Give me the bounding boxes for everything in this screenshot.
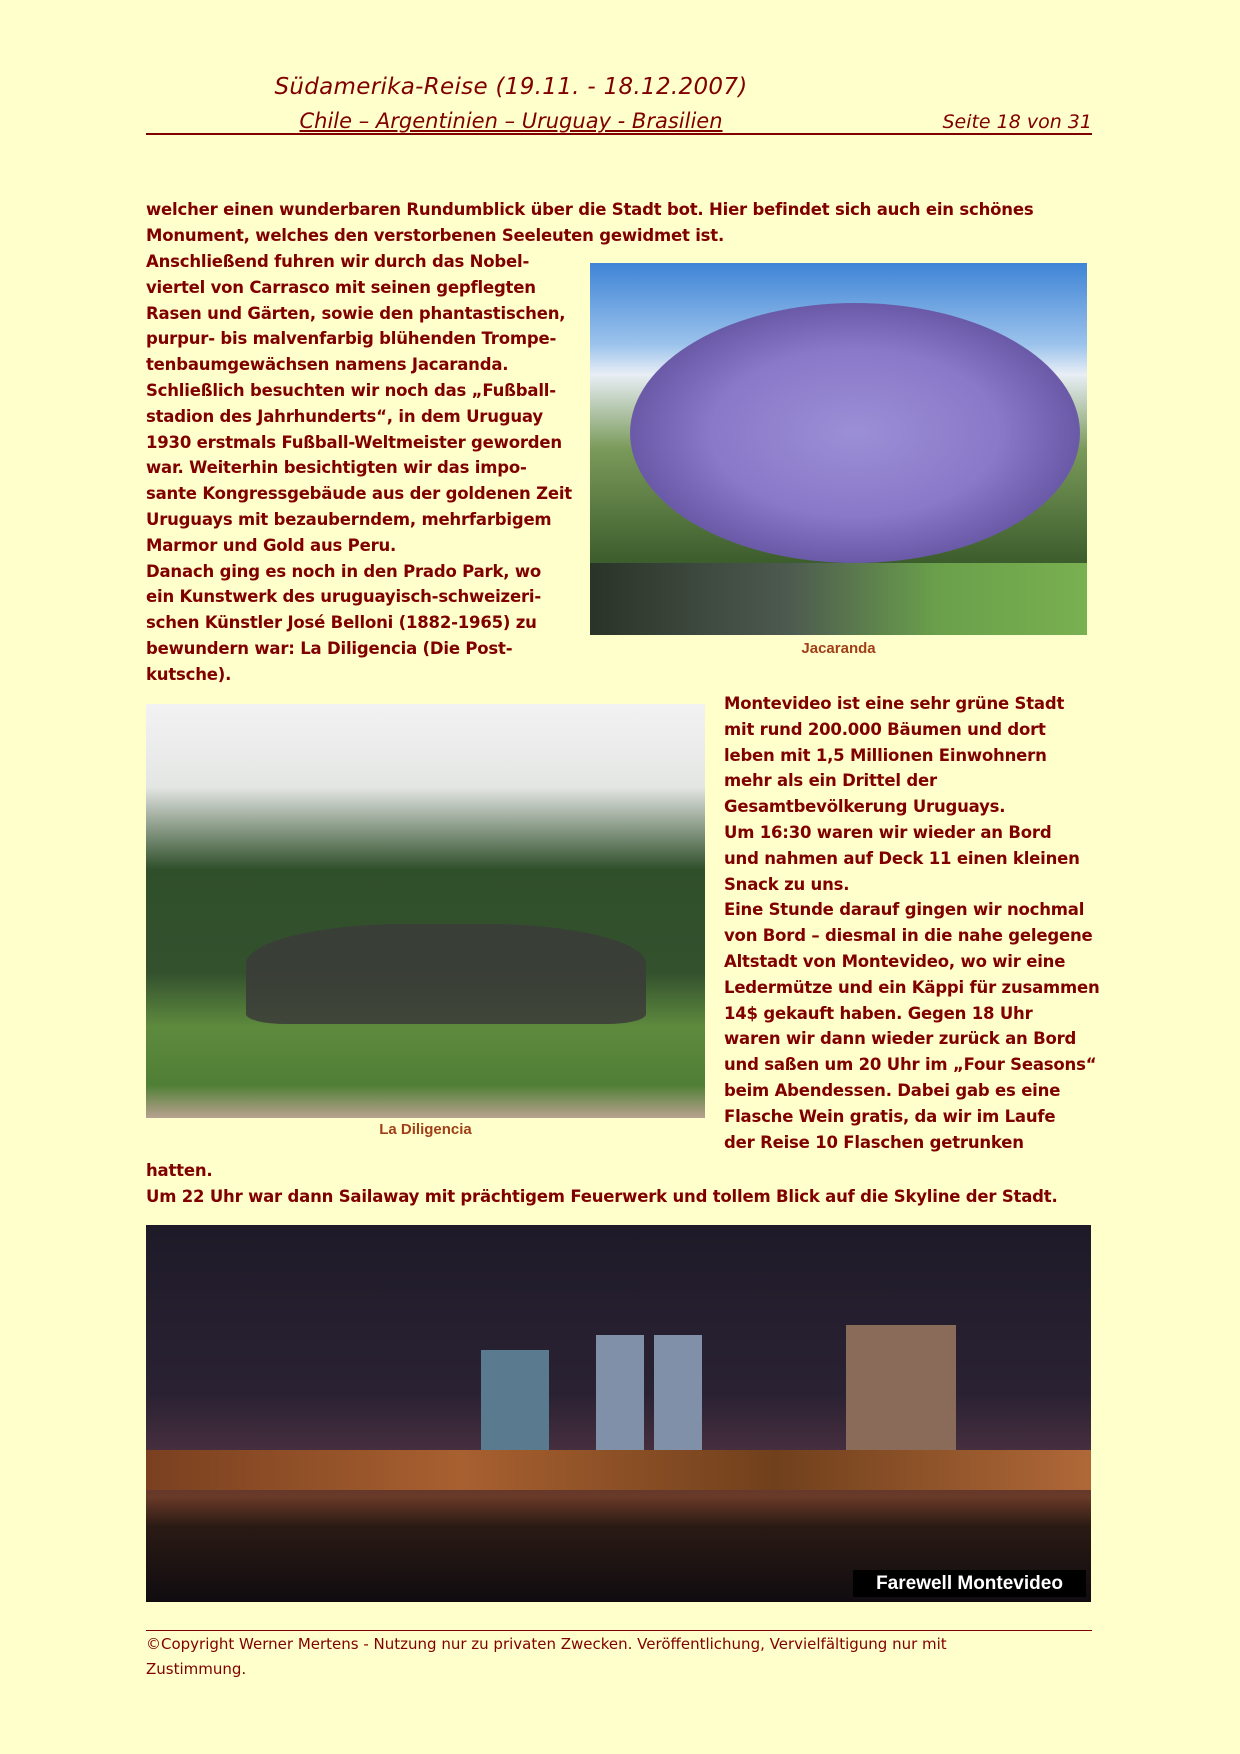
- text-line: der Reise 10 Flaschen getrunken: [724, 1132, 1024, 1152]
- text-line: Schließlich besuchten wir noch das „Fußball-: [146, 380, 556, 400]
- text-line: Snack zu uns.: [724, 874, 850, 894]
- text-line: bewundern war: La Diligencia (Die Post-: [146, 638, 513, 658]
- left-column-text: [146, 249, 572, 688]
- text-line: Gesamtbevölkerung Uruguays.: [724, 797, 1006, 817]
- text-line: sante Kongressgebäude aus der goldenen Zeit: [146, 484, 572, 504]
- text-line: Anschließend fuhren wir durch das Nobel-: [146, 252, 530, 271]
- text-line: waren wir dann wieder zurück an Bord: [724, 1029, 1077, 1049]
- text-line: Rasen und Gärten, sowie den phantastischen,: [146, 303, 566, 323]
- footer-line: ©Copyright Werner Mertens - Nutzung nur zu privaten Zwecken. Veröffentlichung, Vervielfältigung nur mit: [146, 1635, 947, 1653]
- right-column-text: [724, 691, 1100, 1155]
- text-line: leben mit 1,5 Millionen Einwohnern: [724, 745, 1047, 765]
- text-line: tenbaumgewächsen namens Jacaranda.: [146, 355, 509, 375]
- footer-line: Zustimmung.: [146, 1660, 247, 1678]
- text-line: 1930 erstmals Fußball-Weltmeister geworden: [146, 432, 562, 452]
- document-subtitle: Chile – Argentinien – Uruguay - Brasilien: [299, 109, 723, 133]
- page-number: Seite 18 von 31: [942, 111, 1092, 133]
- text-line: purpur- bis malvenfarbig blühenden Trompe-: [146, 329, 557, 349]
- text-line: kutsche).: [146, 664, 232, 684]
- closing-paragraph: [146, 1158, 1058, 1210]
- text-line: und saßen um 20 Uhr im „Four Seasons“: [724, 1055, 1097, 1075]
- text-line: beim Abendessen. Dabei gab es eine: [724, 1080, 1061, 1100]
- la-diligencia-photo: [146, 704, 705, 1118]
- text-line: mehr als ein Drittel der: [724, 771, 937, 791]
- text-line: Monument, welches den verstorbenen Seeleuten gewidmet ist.: [146, 225, 725, 245]
- text-line: welcher einen wunderbaren Rundumblick über die Stadt bot. Hier befindet sich auch ein schönes: [146, 200, 1034, 219]
- la-diligencia-caption: La Diligencia: [379, 1121, 472, 1138]
- jacaranda-photo: [590, 263, 1087, 635]
- text-line: und nahmen auf Deck 11 einen kleinen: [724, 848, 1080, 868]
- footer-divider: [146, 1630, 1092, 1631]
- text-line: war. Weiterhin besichtigten wir das impo-: [146, 458, 527, 478]
- text-line: Ledermütze und ein Käppi für zusammen: [724, 977, 1100, 997]
- intro-paragraph: [146, 197, 1033, 249]
- text-line: viertel von Carrasco mit seinen gepflegten: [146, 277, 536, 297]
- text-line: Altstadt von Montevideo, wo wir eine: [724, 951, 1066, 971]
- text-line: Eine Stunde darauf gingen wir nochmal: [724, 900, 1085, 920]
- text-line: Um 16:30 waren wir wieder an Bord: [724, 822, 1052, 842]
- text-line: stadion des Jahrhunderts“, in dem Uruguay: [146, 406, 543, 426]
- header-divider: [146, 133, 1092, 135]
- montevideo-skyline-photo: [146, 1225, 1091, 1602]
- text-line: Danach ging es noch in den Prado Park, wo: [146, 561, 542, 581]
- text-line: Montevideo ist eine sehr grüne Stadt: [724, 694, 1065, 713]
- footer-copyright: [146, 1632, 947, 1682]
- text-line: mit rund 200.000 Bäumen und dort: [724, 719, 1046, 739]
- text-line: 14$ gekauft haben. Gegen 18 Uhr: [724, 1003, 1033, 1023]
- text-line: Um 22 Uhr war dann Sailaway mit prächtigem Feuerwerk und tollem Blick auf die Skyline der Stadt.: [146, 1186, 1058, 1206]
- text-line: ein Kunstwerk des uruguayisch-schweizeri-: [146, 587, 541, 607]
- text-line: schen Künstler José Belloni (1882-1965) zu: [146, 613, 537, 633]
- text-line: Marmor und Gold aus Peru.: [146, 535, 397, 555]
- text-line: Flasche Wein gratis, da wir im Laufe: [724, 1106, 1056, 1126]
- text-line: Uruguays mit bezauberndem, mehrfarbigem: [146, 509, 552, 529]
- jacaranda-caption: Jacaranda: [801, 640, 876, 657]
- farewell-label: Farewell Montevideo: [853, 1570, 1086, 1597]
- text-line: von Bord – diesmal in die nahe gelegene: [724, 926, 1093, 946]
- text-line: hatten.: [146, 1161, 213, 1180]
- document-title: Südamerika-Reise (19.11. - 18.12.2007): [274, 74, 748, 100]
